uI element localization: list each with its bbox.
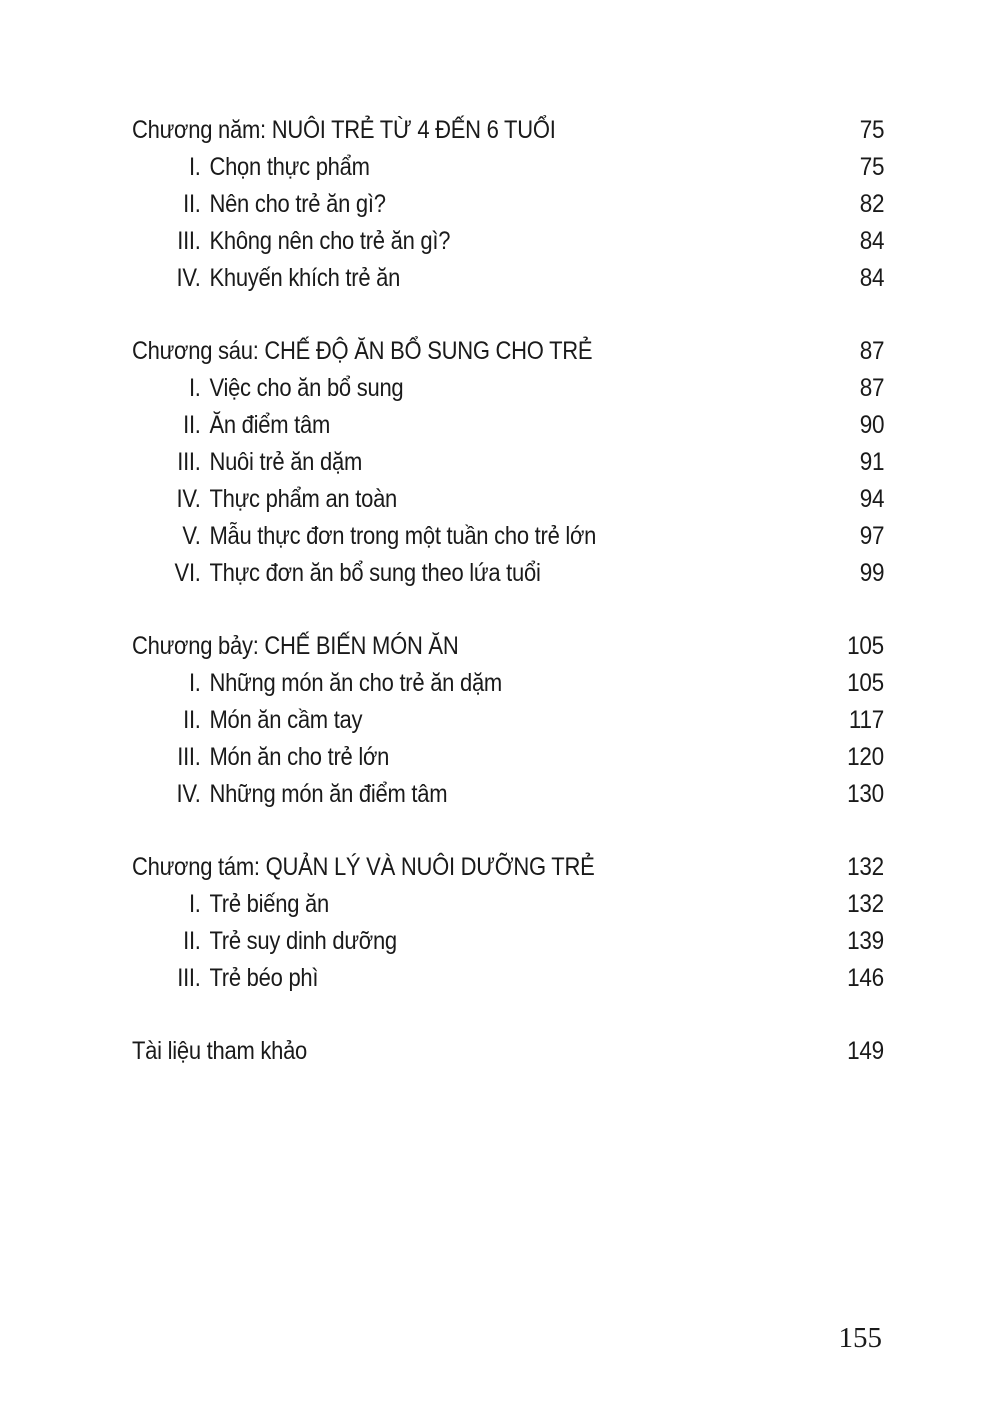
section-title: Nên cho trẻ ăn gì? [209,190,386,218]
section-title: Ăn điểm tâm [209,411,331,439]
section-roman-numeral: II. [183,927,201,955]
section-roman-numeral: VI. [174,559,201,587]
section-title: Chọn thực phẩm [209,153,370,181]
section-title: Món ăn cho trẻ lớn [209,743,390,771]
toc-section-entry [132,260,884,297]
section-label [132,444,362,481]
section-label [132,370,403,407]
section-page-number: 75 [859,153,884,181]
toc-section-entry [132,407,884,444]
section-label [132,223,450,260]
section-title: Việc cho ăn bổ sung [209,374,404,402]
toc-section-entry [132,186,884,223]
section-roman-numeral: V. [182,522,201,550]
section-title: Khuyến khích trẻ ăn [209,264,401,292]
section-page-number: 82 [859,190,884,218]
section-label [132,739,389,776]
toc-chapter [132,628,884,813]
section-title: Nuôi trẻ ăn dặm [209,448,363,476]
section-label [132,960,318,997]
section-title: Thực phẩm an toàn [209,485,398,513]
section-roman-numeral: II. [183,706,201,734]
toc-section-entry [132,370,884,407]
section-label [132,923,397,960]
section-page-number: 91 [859,448,884,476]
table-of-contents [132,112,884,1106]
section-roman-numeral: I. [188,669,201,697]
section-label [132,260,400,297]
toc-chapter-heading [132,849,884,886]
section-label [132,149,370,186]
section-page-number: 87 [859,374,884,402]
section-roman-numeral: IV. [176,485,201,513]
section-roman-numeral: I. [188,890,201,918]
section-roman-numeral: II. [183,190,201,218]
toc-section-entry [132,555,884,592]
chapter-title: Chương bảy: CHẾ BIẾN MÓN ĂN [132,632,459,660]
section-title: Trẻ suy dinh dưỡng [209,927,397,955]
toc-section-entry [132,960,884,997]
section-label [132,555,541,592]
chapter-title: Tài liệu tham khảo [132,1037,308,1065]
section-label [132,407,330,444]
chapter-page-number: 132 [847,853,884,881]
chapter-page-number: 149 [847,1037,884,1065]
section-roman-numeral: IV. [176,264,201,292]
section-page-number: 84 [859,264,884,292]
section-page-number: 120 [847,743,884,771]
section-page-number: 84 [859,227,884,255]
section-title: Trẻ béo phì [209,964,319,992]
toc-chapter [132,333,884,592]
toc-chapter-heading [132,628,884,665]
section-label [132,518,596,555]
section-roman-numeral: I. [188,153,201,181]
section-roman-numeral: III. [177,227,201,255]
chapter-title: Chương tám: QUẢN LÝ VÀ NUÔI DƯỠNG TRẺ [132,853,595,881]
section-title: Trẻ biếng ăn [209,890,329,918]
toc-section-entry [132,223,884,260]
toc-section-entry [132,481,884,518]
section-page-number: 90 [859,411,884,439]
toc-section-entry [132,518,884,555]
toc-section-entry [132,923,884,960]
toc-chapter [132,112,884,297]
section-roman-numeral: IV. [176,780,201,808]
section-page-number: 99 [859,559,884,587]
toc-section-entry [132,444,884,481]
section-page-number: 139 [847,927,884,955]
section-roman-numeral: III. [177,964,201,992]
chapter-page-number: 105 [847,632,884,660]
section-label [132,702,362,739]
section-roman-numeral: III. [177,743,201,771]
toc-section-entry [132,702,884,739]
chapter-page-number: 75 [859,116,884,144]
section-label [132,886,329,923]
toc-chapter [132,849,884,997]
section-page-number: 105 [847,669,884,697]
toc-chapter-heading [132,1033,884,1070]
section-title: Thực đơn ăn bổ sung theo lứa tuổi [209,559,541,587]
toc-section-entry [132,149,884,186]
toc-section-entry [132,886,884,923]
section-roman-numeral: III. [177,448,201,476]
chapter-title: Chương sáu: CHẾ ĐỘ ĂN BỔ SUNG CHO TRẺ [132,337,593,365]
section-title: Không nên cho trẻ ăn gì? [209,227,451,255]
section-label [132,776,447,813]
section-title: Những món ăn điểm tâm [209,780,448,808]
toc-section-entry [132,739,884,776]
chapter-page-number: 87 [859,337,884,365]
toc-chapter-heading [132,333,884,370]
section-page-number: 130 [847,780,884,808]
section-title: Mẫu thực đơn trong một tuần cho trẻ lớn [209,522,597,550]
section-label [132,481,397,518]
section-roman-numeral: II. [183,411,201,439]
toc-chapter [132,1033,884,1070]
chapter-title: Chương năm: NUÔI TRẺ TỪ 4 ĐẾN 6 TUỔI [132,116,556,144]
section-label [132,665,502,702]
section-label [132,186,386,223]
section-page-number: 97 [859,522,884,550]
section-title: Món ăn cầm tay [209,706,363,734]
section-page-number: 94 [859,485,884,513]
section-roman-numeral: I. [188,374,201,402]
page-number: 155 [838,1322,882,1354]
toc-chapter-heading [132,112,884,149]
section-page-number: 132 [847,890,884,918]
toc-section-entry [132,776,884,813]
section-page-number: 117 [848,706,884,734]
section-title: Những món ăn cho trẻ ăn dặm [209,669,502,697]
section-page-number: 146 [847,964,884,992]
toc-section-entry [132,665,884,702]
